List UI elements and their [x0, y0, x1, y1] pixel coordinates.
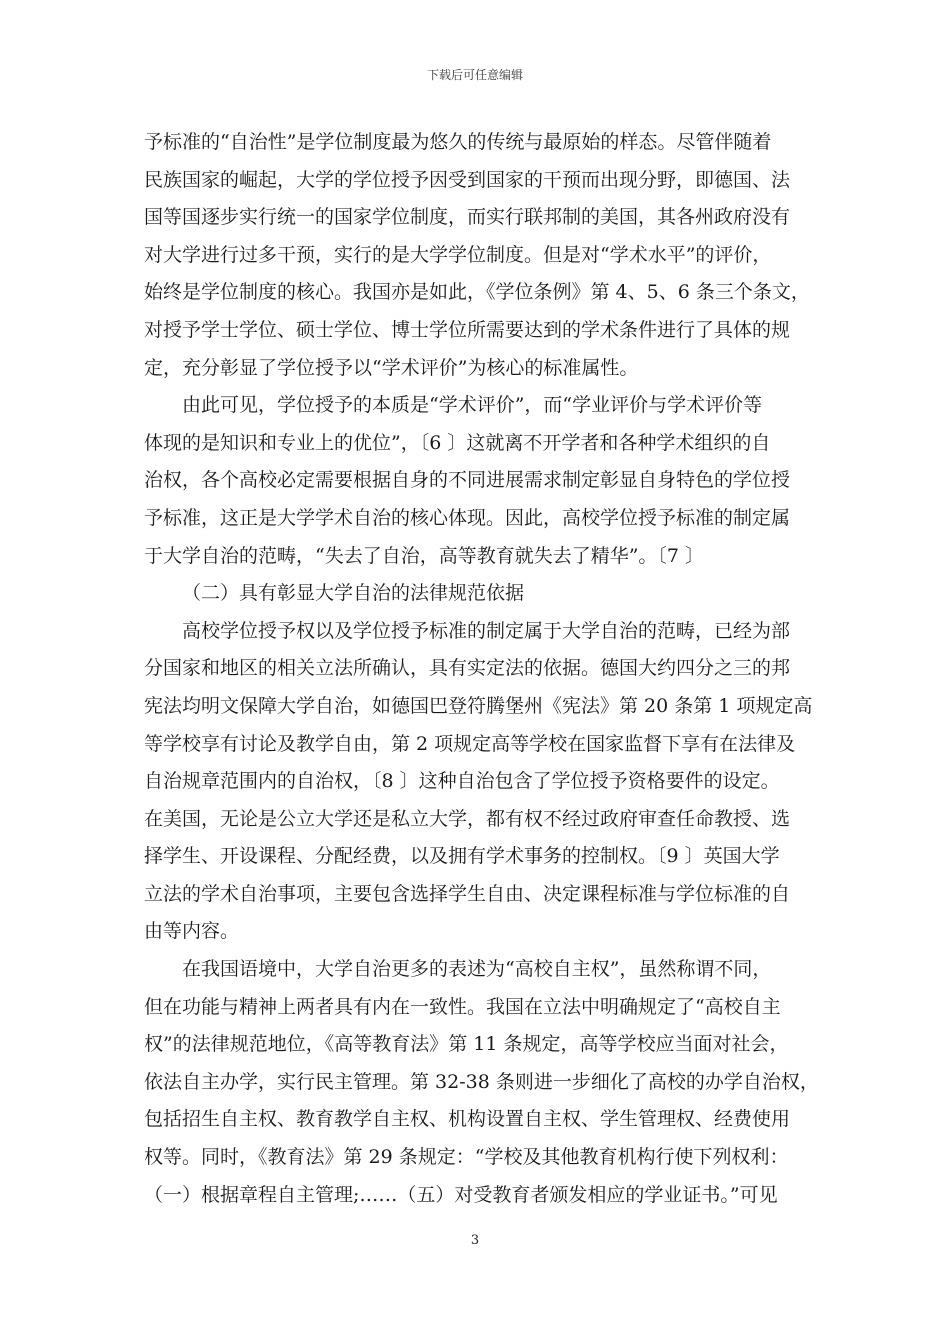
- text-line: 自治规章范围内的自治权，〔8 〕这种自治包含了学位授予资格要件的设定。: [144, 770, 780, 793]
- text-line: 分国家和地区的相关立法所确认，具有实定法的依据。德国大约四分之三的邦: [144, 657, 791, 680]
- text-line: 择学生、开设课程、分配经费，以及拥有学术事务的控制权。〔9 〕英国大学: [144, 845, 780, 868]
- text-line: 对授予学士学位、硕士学位、博士学位所需要达到的学术条件进行了具体的规: [144, 318, 791, 341]
- text-line: 在美国，无论是公立大学还是私立大学，都有权不经过政府审查任命教授、选: [144, 807, 791, 830]
- text-line: （一）根据章程自主管理;……（五）对受教育者颁发相应的学业证书。”可见: [144, 1183, 778, 1206]
- text-line: 由等内容。: [144, 920, 240, 943]
- text-line: 但在功能与精神上两者具有内在一致性。我国在立法中明确规定了“高校自主: [144, 995, 781, 1018]
- text-line: 体现的是知识和专业上的优位”，〔6 〕这就离不开学者和各种学术组织的自: [144, 431, 771, 454]
- text-line: 民族国家的崛起，大学的学位授予因受到国家的干预而出现分野，即德国、法: [144, 168, 791, 191]
- text-line: 包括招生自主权、教育教学自主权、机构设置自主权、学生管理权、经费使用: [144, 1108, 791, 1131]
- text-line: 等学校享有讨论及教学自由，第 2 项规定高等学校在国家监督下享有在法律及: [144, 732, 796, 755]
- text-line: 对大学进行过多干预，实行的是大学学位制度。但是对“学术水平”的评价，: [144, 243, 772, 266]
- text-line: 宪法均明文保障大学自治，如德国巴登符腾堡州《宪法》第 20 条第 1 项规定高: [144, 694, 813, 717]
- page-number: 3: [470, 1233, 480, 1248]
- text-line: 予标准，这正是大学学术自治的核心体现。因此，高校学位授予标准的制定属: [144, 506, 791, 529]
- paragraph-start-line: 高校学位授予权以及学位授予标准的制定属于大学自治的范畴，已经为部: [182, 619, 791, 642]
- text-line: 于大学自治的范畴，“失去了自治，高等教育就失去了精华”。〔7 〕: [144, 544, 705, 567]
- text-line: 权等。同时，《教育法》第 29 条规定：“学校及其他教育机构行使下列权利：: [144, 1146, 789, 1169]
- section-heading: （二）具有彰显大学自治的法律规范依据: [182, 582, 525, 605]
- text-line: 立法的学术自治事项，主要包含选择学生自由、决定课程标准与学位标准的自: [144, 882, 791, 905]
- paragraph-start-line: 由此可见，学位授予的本质是“学术评价”，而“学业评价与学术评价等: [182, 394, 763, 417]
- paragraph-start-line: 在我国语境中，大学自治更多的表述为“高校自主权”，虽然称谓不同，: [182, 958, 772, 981]
- text-line: 予标准的“自治性”是学位制度最为悠久的传统与最原始的样态。尽管伴随着: [144, 131, 772, 153]
- document-body: [144, 124, 819, 1214]
- text-line: 定，充分彰显了学位授予以“学术评价”为核心的标准属性。: [144, 356, 639, 379]
- text-line: 治权，各个高校必定需要根据自身的不同进展需求制定彰显自身特色的学位授: [144, 469, 791, 492]
- text-line: 依法自主办学，实行民主管理。第 32-38 条则进一步细化了高校的办学自治权，: [144, 1070, 819, 1093]
- text-line: 国等国逐步实行统一的国家学位制度，而实行联邦制的美国，其各州政府没有: [144, 206, 791, 229]
- text-line: 始终是学位制度的核心。我国亦是如此，《学位条例》第 4、5、6 条三个条文，: [144, 281, 810, 304]
- page-header: 下载后可任意编辑: [426, 68, 523, 82]
- text-line: 权”的法律规范地位，《高等教育法》第 11 条规定，高等学校应当面对社会，: [144, 1033, 789, 1056]
